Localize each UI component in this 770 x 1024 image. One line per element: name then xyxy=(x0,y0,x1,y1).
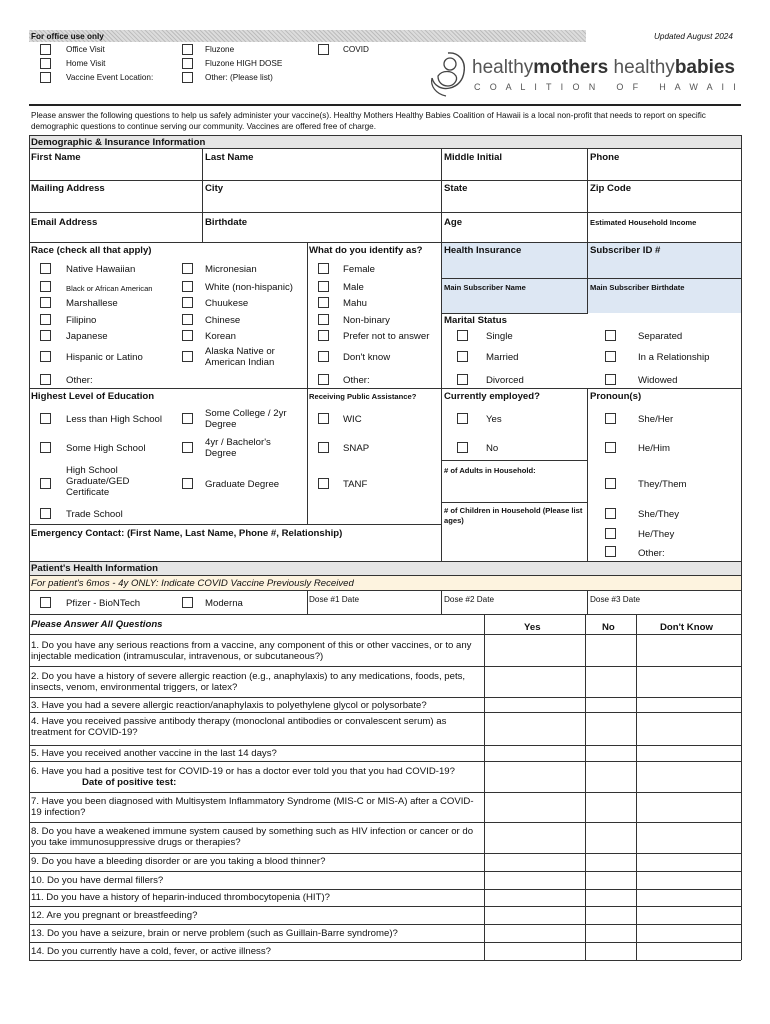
race-option: Black or African American xyxy=(66,284,153,293)
table-line xyxy=(29,614,741,615)
dont-know-column-header: Don't Know xyxy=(660,622,713,633)
table-line xyxy=(29,697,741,698)
pronoun-checkbox[interactable] xyxy=(605,442,616,453)
assistance-option: TANF xyxy=(343,479,368,490)
health-header: Patient's Health Information xyxy=(31,563,159,574)
race-option: Filipino xyxy=(66,315,97,326)
table-line xyxy=(587,148,588,313)
question-item: 3. Have you had a severe allergic reaction/anaphylaxis to polyethylene glycol or polysorbate? xyxy=(31,700,427,711)
table-line xyxy=(29,942,741,943)
education-option: Some High School xyxy=(66,443,146,454)
city-label: City xyxy=(205,183,224,194)
assistance-checkbox[interactable] xyxy=(318,442,329,453)
marital-option: Separated xyxy=(638,331,683,342)
table-line xyxy=(29,666,741,667)
table-line xyxy=(29,745,741,746)
question-item: 14. Do you currently have a cold, fever, or active illness? xyxy=(31,946,271,957)
employed-option: No xyxy=(486,443,499,454)
middle-initial-label: Middle Initial xyxy=(444,152,503,163)
education-checkbox[interactable] xyxy=(40,478,51,489)
dose-1-date-label: Dose #1 Date xyxy=(309,595,360,604)
marital-option: In a Relationship xyxy=(638,352,710,363)
covid-note: For patient's 6mos - 4y ONLY: Indicate COVID Vaccine Previously Received xyxy=(31,578,354,589)
pronoun-checkbox[interactable] xyxy=(605,508,616,519)
positive-test-date-label: Date of positive test: xyxy=(82,777,177,788)
yes-column-header: Yes xyxy=(524,622,541,633)
email-label: Email Address xyxy=(31,217,98,228)
event-location-label: Vaccine Event Location: xyxy=(66,73,154,82)
question-item: 13. Do you have a seizure, brain or nerve problem (such as Guillain-Barre syndrome)? xyxy=(31,928,398,939)
office-visit-label: Office Visit xyxy=(66,45,105,54)
state-label: State xyxy=(444,183,468,194)
assistance-checkbox[interactable] xyxy=(318,478,329,489)
dose-2-date-label: Dose #2 Date xyxy=(444,595,495,604)
assistance-option: SNAP xyxy=(343,443,370,454)
main-subscriber-name-label: Main Subscriber Name xyxy=(444,283,526,292)
other-vaccine-label: Other: (Please list) xyxy=(205,73,273,82)
identify-checkbox[interactable] xyxy=(318,330,329,341)
race-checkbox[interactable] xyxy=(182,314,193,325)
subscriber-id-label: Subscriber ID # xyxy=(590,245,661,256)
header-divider xyxy=(29,104,741,106)
identify-checkbox[interactable] xyxy=(318,374,329,385)
logo-tagline: C O A L I T I O N O F H A W A I I xyxy=(474,82,740,92)
question-item: 1. Do you have any serious reactions from a vaccine, any component of this or other vaccines, or to any injectable medication (intramuscular, intravenous, or subcutaneous?) xyxy=(31,640,472,662)
logo-word-healthy: healthy xyxy=(472,57,534,78)
demographic-header: Demographic & Insurance Information xyxy=(31,137,206,148)
education-option: Some College / 2yr Degree xyxy=(205,408,287,430)
marital-checkbox[interactable] xyxy=(457,351,468,362)
table-line xyxy=(29,590,741,591)
first-name-label: First Name xyxy=(31,152,81,163)
table-line xyxy=(587,388,588,561)
employed-option: Yes xyxy=(486,414,502,425)
education-label: Highest Level of Education xyxy=(31,391,155,402)
race-option: White (non-hispanic) xyxy=(205,282,293,293)
adults-household-label: # of Adults in Household: xyxy=(444,466,536,475)
age-label: Age xyxy=(444,217,463,228)
covid-label: COVID xyxy=(343,45,369,54)
table-line xyxy=(29,792,741,793)
table-line xyxy=(29,212,741,213)
identify-option: Non-binary xyxy=(343,315,390,326)
marital-checkbox[interactable] xyxy=(605,351,616,362)
pronoun-checkbox[interactable] xyxy=(605,478,616,489)
race-option: Other: xyxy=(66,375,93,386)
race-option: Chinese xyxy=(205,315,241,326)
race-option: Japanese xyxy=(66,331,108,342)
education-option: Less than High School xyxy=(66,414,162,425)
mailing-address-label: Mailing Address xyxy=(31,183,105,194)
race-option: Chuukese xyxy=(205,298,249,309)
question-item: 5. Have you received another vaccine in the last 14 days? xyxy=(31,748,277,759)
pfizer-checkbox[interactable] xyxy=(40,597,51,608)
table-line xyxy=(29,822,741,823)
assistance-option: WIC xyxy=(343,414,362,425)
health-insurance-label: Health Insurance xyxy=(444,245,522,256)
table-line xyxy=(29,524,441,525)
education-checkbox[interactable] xyxy=(182,442,193,453)
marital-checkbox[interactable] xyxy=(605,374,616,385)
table-line xyxy=(29,924,741,925)
question-item: 2. Do you have a history of severe allergic reaction (e.g., anaphylaxis) to any medications, foods, pets, insects, venom, environmental triggers, or latex? xyxy=(31,671,466,693)
birthdate-label: Birthdate xyxy=(205,217,248,228)
identify-option: Prefer not to answer xyxy=(343,331,430,342)
table-line xyxy=(441,278,741,279)
last-name-label: Last Name xyxy=(205,152,254,163)
race-option: Hispanic or Latino xyxy=(66,352,143,363)
moderna-checkbox[interactable] xyxy=(182,597,193,608)
marital-checkbox[interactable] xyxy=(457,330,468,341)
race-option: Alaska Native or American Indian xyxy=(205,346,275,368)
table-line xyxy=(441,590,442,614)
table-line xyxy=(441,313,588,314)
table-line xyxy=(29,761,741,762)
table-line xyxy=(307,242,308,524)
moderna-label: Moderna xyxy=(205,598,243,609)
pfizer-label: Pfizer - BioNTech xyxy=(66,598,141,609)
pronoun-checkbox[interactable] xyxy=(605,528,616,539)
table-line xyxy=(29,135,741,136)
table-line xyxy=(29,135,30,561)
education-checkbox[interactable] xyxy=(40,413,51,424)
race-checkbox[interactable] xyxy=(40,281,51,292)
race-checkbox[interactable] xyxy=(182,330,193,341)
assistance-checkbox[interactable] xyxy=(318,413,329,424)
marital-option: Single xyxy=(486,331,513,342)
identify-checkbox[interactable] xyxy=(318,281,329,292)
identify-checkbox[interactable] xyxy=(318,297,329,308)
fluzone-checkbox[interactable] xyxy=(182,44,193,55)
pronoun-option: They/Them xyxy=(638,479,687,490)
marital-option: Married xyxy=(486,352,519,363)
race-option: Marshallese xyxy=(66,298,118,309)
race-checkbox[interactable] xyxy=(40,263,51,274)
race-checkbox[interactable] xyxy=(40,330,51,341)
phone-label: Phone xyxy=(590,152,620,163)
identify-label: What do you identify as? xyxy=(309,245,423,256)
identify-option: Other: xyxy=(343,375,370,386)
mother-baby-icon xyxy=(428,50,472,98)
logo-word-mothers: mothers xyxy=(533,57,609,78)
race-label: Race (check all that apply) xyxy=(31,245,152,256)
table-line xyxy=(441,502,588,503)
table-line xyxy=(587,590,588,614)
table-line xyxy=(741,614,742,960)
pronoun-option: Other: xyxy=(638,548,665,559)
pronoun-option: She/Her xyxy=(638,414,674,425)
table-line xyxy=(441,460,588,461)
table-line xyxy=(202,148,203,242)
identify-option: Male xyxy=(343,282,364,293)
pronoun-checkbox[interactable] xyxy=(605,546,616,557)
question-item: 7. Have you been diagnosed with Multisystem Inflammatory Syndrome (MIS-C or MIS-A) after a COVID-19 infection? xyxy=(31,796,474,818)
education-option: 4yr / Bachelor's Degree xyxy=(205,437,271,459)
office-use-label: For office use only xyxy=(31,32,104,41)
covid-checkbox[interactable] xyxy=(318,44,329,55)
children-household-label: # of Children in Household (Please list ages) xyxy=(444,506,583,525)
office-visit-checkbox[interactable] xyxy=(40,44,51,55)
dose-3-date-label: Dose #3 Date xyxy=(590,595,641,604)
marital-status-label: Marital Status xyxy=(444,315,507,326)
main-subscriber-birthdate-label: Main Subscriber Birthdate xyxy=(590,283,685,292)
table-line xyxy=(29,634,741,635)
table-line xyxy=(29,960,741,961)
emergency-contact-label: Emergency Contact: (First Name, Last Name, Phone #, Relationship) xyxy=(31,528,343,539)
table-line xyxy=(29,889,741,890)
updated-date: Updated August 2024 xyxy=(654,32,733,41)
table-line xyxy=(29,575,741,576)
employed-checkbox[interactable] xyxy=(457,442,468,453)
employed-checkbox[interactable] xyxy=(457,413,468,424)
question-item: 4. Have you received passive antibody therapy (monoclonal antibodies or convalescent serum) as treatment for COVID-19? xyxy=(31,716,447,738)
zip-label: Zip Code xyxy=(590,183,632,194)
other-vaccine-checkbox[interactable] xyxy=(182,72,193,83)
table-line xyxy=(29,871,741,872)
education-checkbox[interactable] xyxy=(40,508,51,519)
race-option: Korean xyxy=(205,331,236,342)
pronoun-option: She/They xyxy=(638,509,680,520)
fluzone-high-dose-checkbox[interactable] xyxy=(182,58,193,69)
education-option: High School Graduate/GED Certificate xyxy=(66,465,130,498)
identify-option: Female xyxy=(343,264,375,275)
education-checkbox[interactable] xyxy=(40,442,51,453)
table-line xyxy=(29,148,741,149)
office-use-bar xyxy=(29,30,586,42)
race-option: Native Hawaiian xyxy=(66,264,136,275)
marital-checkbox[interactable] xyxy=(605,330,616,341)
education-checkbox[interactable] xyxy=(182,478,193,489)
fluzone-high-dose-label: Fluzone HIGH DOSE xyxy=(205,59,283,68)
table-line xyxy=(29,906,741,907)
marital-option: Widowed xyxy=(638,375,678,386)
logo-word-healthy-2: healthy xyxy=(613,57,675,78)
question-item: 11. Do you have a history of heparin-induced thrombocytopenia (HIT)? xyxy=(31,892,330,903)
home-visit-label: Home Visit xyxy=(66,59,106,68)
race-checkbox[interactable] xyxy=(40,297,51,308)
event-location-checkbox[interactable] xyxy=(40,72,51,83)
education-checkbox[interactable] xyxy=(182,413,193,424)
identify-option: Don't know xyxy=(343,352,391,363)
home-visit-checkbox[interactable] xyxy=(40,58,51,69)
fluzone-label: Fluzone xyxy=(205,45,235,54)
pronoun-option: He/They xyxy=(638,529,675,540)
table-line xyxy=(29,853,741,854)
race-option: Micronesian xyxy=(205,264,257,275)
table-line xyxy=(441,148,442,561)
identify-checkbox[interactable] xyxy=(318,351,329,362)
logo-word-babies: babies xyxy=(674,57,736,78)
no-column-header: No xyxy=(602,622,615,633)
race-checkbox[interactable] xyxy=(182,297,193,308)
table-line xyxy=(741,561,742,614)
pronoun-checkbox[interactable] xyxy=(605,413,616,424)
education-option: Trade School xyxy=(66,509,123,520)
employed-label: Currently employed? xyxy=(444,391,540,402)
table-line xyxy=(29,242,741,243)
race-checkbox[interactable] xyxy=(40,314,51,325)
questions-header: Please Answer All Questions xyxy=(31,619,163,630)
race-checkbox[interactable] xyxy=(182,351,193,362)
marital-checkbox[interactable] xyxy=(457,374,468,385)
pronoun-option: He/Him xyxy=(638,443,670,454)
identify-option: Mahu xyxy=(343,298,367,309)
identify-checkbox[interactable] xyxy=(318,263,329,274)
table-line xyxy=(29,180,741,181)
logo xyxy=(428,50,740,100)
household-income-label: Estimated Household Income xyxy=(590,218,697,227)
race-checkbox[interactable] xyxy=(182,281,193,292)
race-checkbox[interactable] xyxy=(40,351,51,362)
table-line xyxy=(741,135,742,561)
identify-checkbox[interactable] xyxy=(318,314,329,325)
question-item: 6. Have you had a positive test for COVID-19 or has a doctor ever told you that you had COVID-19? xyxy=(31,766,455,777)
pronouns-label: Pronoun(s) xyxy=(590,391,642,402)
table-line xyxy=(307,590,308,614)
table-line xyxy=(29,388,741,389)
race-checkbox[interactable] xyxy=(182,263,193,274)
race-checkbox[interactable] xyxy=(40,374,51,385)
intro-text: Please answer the following questions to help us safely administer your vaccine(s). Healthy Mothers Healthy Babies Coalition of Hawaii is a local non-profit that needs to report on specific demographic questions to continue serving our community. Vaccines are offered free of charge. xyxy=(31,111,706,131)
question-item: 9. Do you have a bleeding disorder or are you taking a blood thinner? xyxy=(31,856,326,867)
table-line xyxy=(29,712,741,713)
question-item: 12. Are you pregnant or breastfeeding? xyxy=(31,910,198,921)
table-line xyxy=(29,561,30,614)
question-item: 10. Do you have dermal fillers? xyxy=(31,875,164,886)
public-assistance-label: Receiving Public Assistance? xyxy=(309,392,417,401)
marital-option: Divorced xyxy=(486,375,524,386)
question-item: 8. Do you have a weakened immune system caused by something such as HIV infection or cancer or do you take immunosuppressive drugs or therapies? xyxy=(31,826,474,848)
education-option: Graduate Degree xyxy=(205,479,280,490)
